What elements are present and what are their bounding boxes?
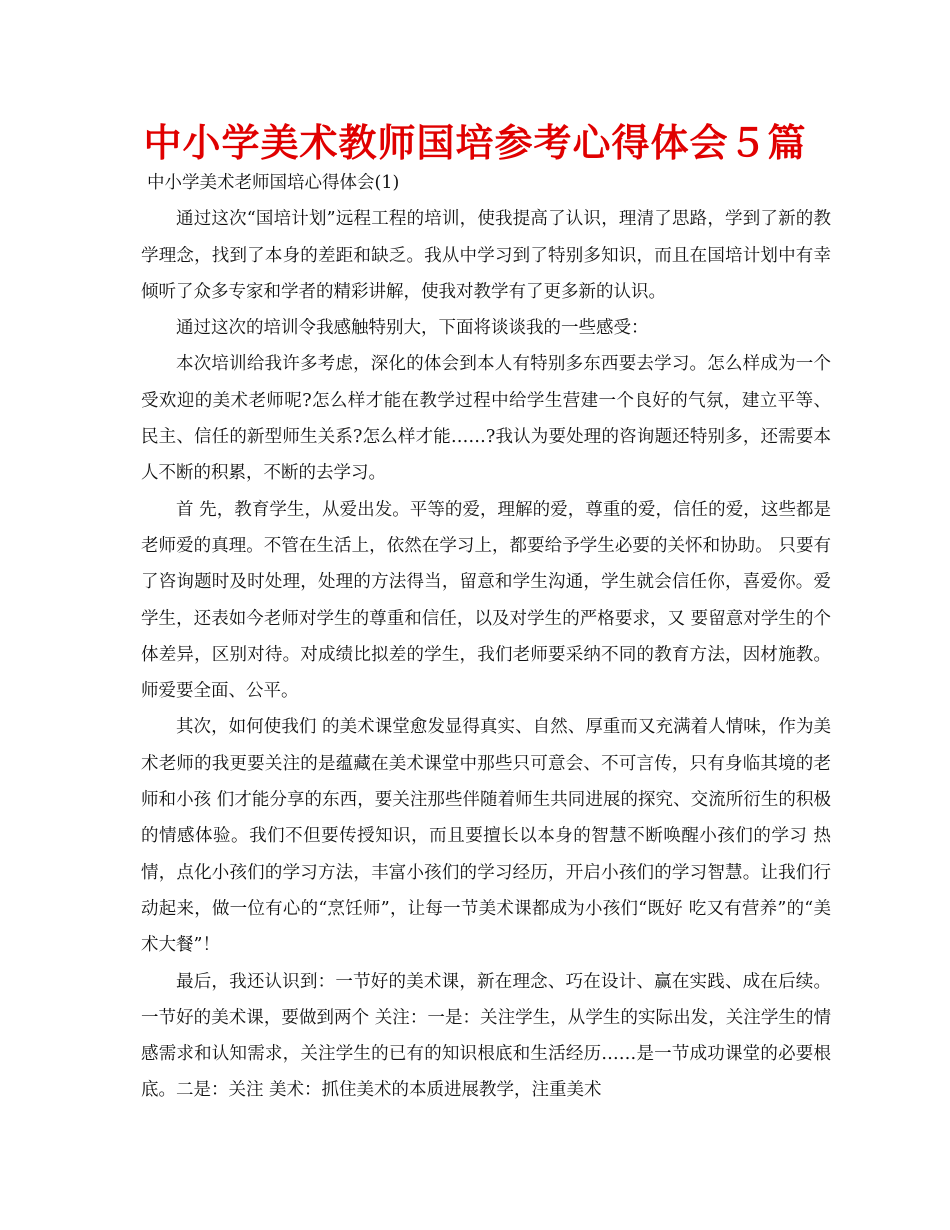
document-body [141, 165, 831, 1109]
paragraph: 最后，我还认识到：一节好的美术课，新在理念、巧在设计、赢在实践、成在后续。一节好的美术课，要做到两个 关注：一是：关注学生，从学生的实际出发，关注学生的情感需求和认知需求，关注学生的已有的知识根底和生活经历……是一节成功课堂的必要根底。二是：关注 美术：抓住美术的本质进展教学，注重美术 [141, 971, 831, 1101]
paragraph: 本次培训给我许多考虑，深化的体会到本人有特别多东西要去学习。怎么样成为一个受欢迎的美术老师呢?怎么样才能在教学过程中给学生营建一个良好的气氛，建立平等、民主、信任的新型师生关系?怎么样才能……?我认为要处理的咨询题还特别多，还需要本人不断的积累，不断的去学习。 [141, 354, 831, 484]
paragraph: 其次，如何使我们 的美术课堂愈发显得真实、自然、厚重而又充满着人情味，作为美术老师的我更要关注的是蕴藏在美术课堂中那些只可意会、不可言传，只有身临其境的老师和小孩 们才能分享的东西，要关注那些伴随着师生共同进展的探究、交流所衍生的积极的情感体验。我们不但要传授知识，而且要擅长以本身的智慧不断唤醒小孩们的学习 热情，点化小孩们的学习方法，丰富小孩们的学习经历，开启小孩们的学习智慧。让我们行动起来，做一位有心的“烹饪师”，让每一节美术课都成为小孩们“既好 吃又有营养”的“美术大餐”！ [141, 717, 831, 956]
document-subtitle: 中小学美术老师国培心得体会(1) [147, 173, 400, 193]
paragraph: 通过这次“国培计划”远程工程的培训，使我提高了认识，理清了思路，学到了新的教学理念，找到了本身的差距和缺乏。我从中学习到了特别多知识，而且在国培计划中有幸倾听了众多专家和学者的精彩讲解，使我对教学有了更多新的认识。 [141, 209, 831, 302]
paragraph: 首 先，教育学生，从爱出发。平等的爱，理解的爱，尊重的爱，信任的爱，这些都是老师爱的真理。不管在生活上，依然在学习上，都要给予学生必要的关怀和协助。 只要有了咨询题时及时处理，处理的方法得当，留意和学生沟通，学生就会信任你，喜爱你。爱学生，还表如今老师对学生的尊重和信任，以及对学生的严格要求，又 要留意对学生的个体差异，区别对待。对成绩比拟差的学生，我们老师要采纳不同的教育方法，因材施教。师爱要全面、公平。 [141, 499, 831, 702]
document-title: 中小学美术教师国培参考心得体会５篇 [143, 121, 807, 165]
paragraph: 通过这次的培训令我感触特别大，下面将谈谈我的一些感受： [176, 318, 649, 339]
